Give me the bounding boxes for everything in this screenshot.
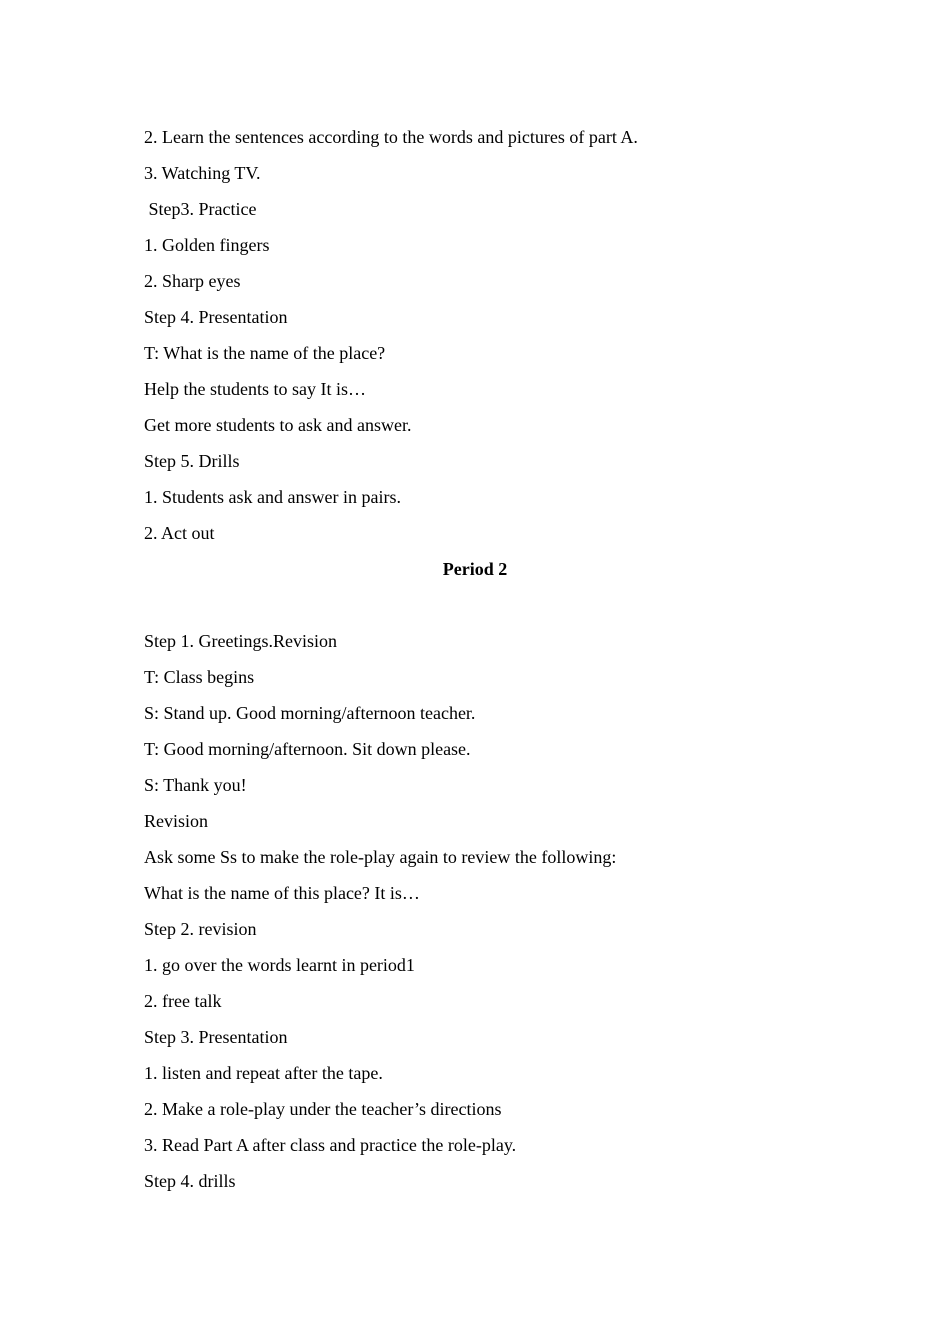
text-line: What is the name of this place? It is… bbox=[144, 883, 420, 903]
step-heading: Step 5. Drills bbox=[144, 451, 240, 471]
period-heading: Period 2 bbox=[442, 559, 508, 579]
text-line: 1. listen and repeat after the tape. bbox=[144, 1063, 383, 1083]
text-line: Help the students to say It is… bbox=[144, 379, 366, 399]
text-line: T: Good morning/afternoon. Sit down please. bbox=[144, 739, 471, 759]
text-line: S: Stand up. Good morning/afternoon teacher. bbox=[144, 703, 476, 723]
step-heading: Step3. Practice bbox=[144, 199, 257, 219]
step-heading: Step 4. drills bbox=[144, 1171, 236, 1191]
text-line: 3. Watching TV. bbox=[144, 163, 261, 183]
text-line: 3. Read Part A after class and practice the role-play. bbox=[144, 1135, 517, 1155]
step-heading: Step 2. revision bbox=[144, 919, 257, 939]
text-line: Revision bbox=[144, 811, 209, 831]
text-line: 2. free talk bbox=[144, 991, 222, 1011]
text-line: S: Thank you! bbox=[144, 775, 247, 795]
text-line: T: Class begins bbox=[144, 667, 255, 687]
text-line: 1. Golden fingers bbox=[144, 235, 270, 255]
text-line: T: What is the name of the place? bbox=[144, 343, 386, 363]
step-heading: Step 4. Presentation bbox=[144, 307, 288, 327]
text-line: 2. Make a role-play under the teacher’s directions bbox=[144, 1099, 502, 1119]
text-line: 2. Act out bbox=[144, 523, 215, 543]
text-line: Get more students to ask and answer. bbox=[144, 415, 412, 435]
text-line: 2. Sharp eyes bbox=[144, 271, 241, 291]
text-line: 1. go over the words learnt in period1 bbox=[144, 955, 415, 975]
text-line: 1. Students ask and answer in pairs. bbox=[144, 487, 401, 507]
step-heading: Step 1. Greetings.Revision bbox=[144, 631, 337, 651]
text-line: Ask some Ss to make the role-play again to review the following: bbox=[144, 847, 617, 867]
text-line: 2. Learn the sentences according to the words and pictures of part A. bbox=[144, 127, 638, 147]
step-heading: Step 3. Presentation bbox=[144, 1027, 288, 1047]
